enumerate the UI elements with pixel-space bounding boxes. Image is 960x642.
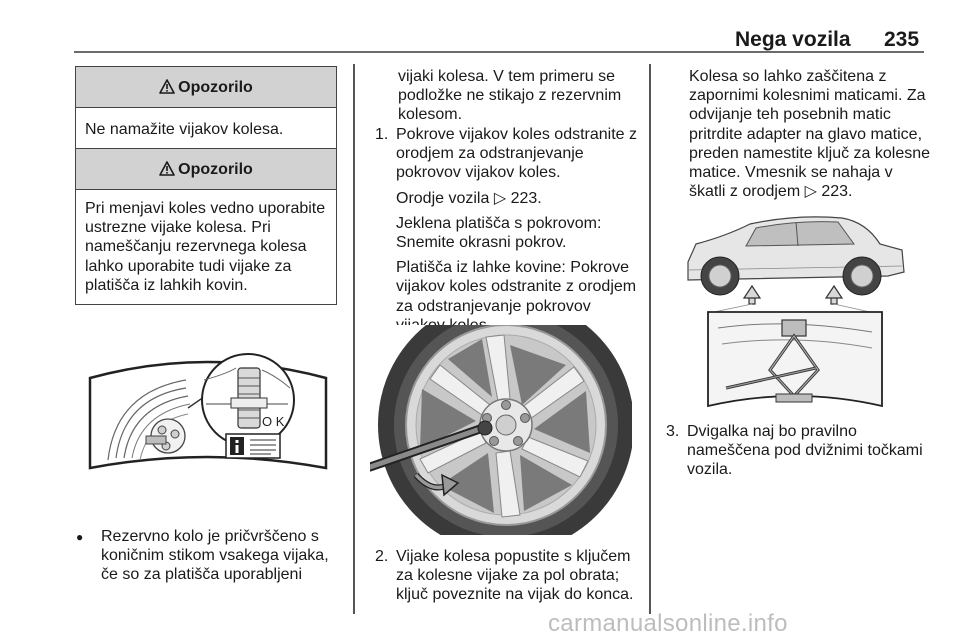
step-text [396, 125, 637, 335]
step-line: Jeklena platišča s pokrovom: [396, 214, 602, 232]
step-line: vozila. [687, 461, 733, 479]
step-number: 2. [375, 548, 389, 565]
alloy-wheel-wrench-illustration [370, 325, 632, 535]
warning-header [76, 67, 336, 108]
text-line: kolesom. [398, 106, 463, 124]
bullet-line: če so za platišča uporabljeni [101, 566, 303, 584]
warning-triangle-icon [159, 79, 175, 94]
bullet-item [76, 527, 346, 597]
column-divider-1 [353, 64, 355, 614]
step-line: ključ poveznite na vijak do konca. [396, 586, 634, 604]
bullet-symbol: ● [76, 530, 84, 544]
continued-paragraph [398, 67, 621, 125]
warning-text: Ne namažite vijakov kolesa. [85, 121, 284, 138]
text-line: zapornimi kolesnimi maticami. Za [689, 87, 926, 105]
step-number: 3. [666, 423, 680, 440]
warning-line: platišča iz lahkih kovin. [85, 276, 248, 294]
wheel-bolt-illustration [76, 308, 338, 513]
text-line: matice. Vmesnik se nahaja v [689, 164, 893, 182]
warning-title: Opozorilo [178, 161, 253, 178]
warning-header [76, 149, 336, 190]
step-1 [375, 125, 645, 325]
info-manual-icon [226, 434, 280, 458]
locking-nut-paragraph [689, 67, 930, 201]
bullet-line: koničnim stikom vsakega vijaka, [101, 547, 329, 565]
step-number: 1. [375, 126, 389, 143]
step-line: pokrovov vijakov koles. [396, 164, 561, 182]
step-line: Dvigalka naj bo pravilno [687, 423, 857, 440]
text-line: pritrdite adapter na glavo matice, [689, 125, 923, 143]
step-text [396, 547, 633, 605]
page-number: 235 [884, 28, 920, 51]
step-line: Vijake kolesa popustite s ključem [396, 548, 631, 565]
text-line: odvijanje teh posebnih matic [689, 106, 891, 124]
warning-line: nameščanju rezervnega kolesa [85, 238, 307, 256]
step-line: Snemite okrasni pokrov. [396, 234, 567, 252]
bullet-line: Rezervno kolo je pričvrščeno s [101, 528, 319, 545]
step-line: nameščena pod dvižnimi točkami [687, 442, 923, 460]
page-section-title: Nega vozila [735, 28, 851, 51]
step-text [687, 422, 923, 480]
warning-text-block [76, 190, 336, 304]
text-line: škatli z orodjem ▷ 223. [689, 183, 853, 201]
text-line: preden namestite ključ za kolesne [689, 144, 931, 162]
step-line: za kolesne vijake za pol obrata; [396, 567, 620, 585]
column-divider-2 [649, 64, 651, 614]
warning-title: Opozorilo [178, 79, 253, 96]
text-line: Kolesa so lahko zaščitena z [689, 68, 887, 85]
step-line: orodjem za odstranjevanje [396, 145, 584, 163]
car-jack-point-illustration [666, 200, 926, 412]
warning-line: ustrezne vijake kolesa. Pri [85, 219, 271, 237]
tool-reference: Orodje vozila ▷ 223. [396, 189, 542, 207]
warning-line: lahko uporabite tudi vijake za [85, 257, 292, 275]
text-line: vijaki kolesa. V tem primeru se [398, 68, 615, 85]
header-rule [74, 51, 924, 53]
warning-box-2 [75, 148, 337, 305]
step-line: Pokrove vijakov koles odstranite z [396, 126, 637, 143]
step-2 [375, 547, 645, 607]
step-line: Platišča iz lahke kovine: Pokrove [396, 259, 629, 277]
warning-line: Pri menjavi koles vedno uporabite [85, 200, 326, 217]
watermark: carmanualsonline.info [548, 610, 788, 637]
step-3 [666, 422, 936, 482]
step-line: vijakov koles odstranite z orodjem [396, 278, 637, 296]
bullet-text [101, 527, 329, 585]
warning-box-1 [75, 66, 337, 154]
warning-triangle-icon [159, 161, 175, 176]
text-line: podložke ne stikajo z rezervnim [398, 87, 622, 105]
step-line: za odstranjevanje pokrovov [396, 297, 591, 315]
ok-label: O K [262, 414, 285, 429]
